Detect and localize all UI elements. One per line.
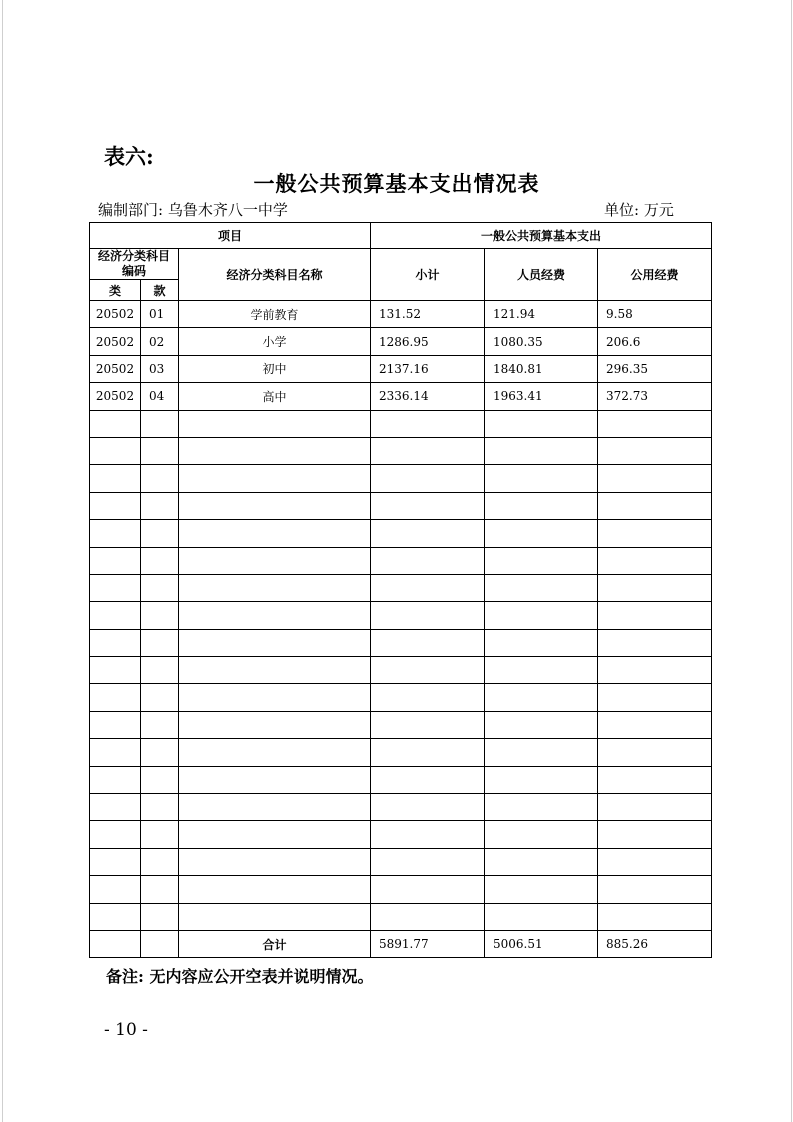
empty-cell (598, 766, 712, 793)
empty-cell (90, 739, 141, 766)
empty-cell (179, 629, 371, 656)
empty-cell (598, 821, 712, 848)
total-class-cell (90, 930, 141, 957)
empty-cell (141, 711, 179, 738)
empty-cell (90, 602, 141, 629)
row-subtotal-cell: 1286.95 (371, 328, 485, 355)
empty-cell (90, 848, 141, 875)
empty-cell (141, 657, 179, 684)
empty-row (90, 876, 712, 903)
empty-row (90, 574, 712, 601)
empty-cell (371, 657, 485, 684)
empty-row (90, 903, 712, 930)
empty-cell (598, 848, 712, 875)
empty-row (90, 794, 712, 821)
empty-cell (371, 629, 485, 656)
row-name-cell: 初中 (179, 355, 371, 382)
empty-cell (371, 876, 485, 903)
row-class-cell: 20502 (90, 301, 141, 328)
empty-cell (371, 794, 485, 821)
row-subtotal-cell: 2336.14 (371, 383, 485, 410)
empty-row (90, 547, 712, 574)
empty-row (90, 629, 712, 656)
total-subtotal: 5891.77 (371, 930, 485, 957)
empty-cell (179, 657, 371, 684)
empty-cell (485, 876, 598, 903)
empty-cell (371, 574, 485, 601)
empty-cell (371, 903, 485, 930)
empty-row (90, 410, 712, 437)
empty-cell (179, 739, 371, 766)
empty-cell (485, 465, 598, 492)
empty-cell (485, 821, 598, 848)
empty-cell (598, 547, 712, 574)
empty-cell (179, 794, 371, 821)
empty-cell (598, 437, 712, 464)
empty-cell (90, 547, 141, 574)
empty-cell (485, 657, 598, 684)
empty-cell (179, 903, 371, 930)
empty-cell (371, 520, 485, 547)
empty-cell (485, 766, 598, 793)
empty-cell (179, 711, 371, 738)
empty-row (90, 848, 712, 875)
total-row (90, 930, 712, 957)
empty-cell (598, 794, 712, 821)
empty-cell (90, 437, 141, 464)
table-label: 表六: (104, 144, 154, 169)
header-row-1 (90, 223, 712, 249)
empty-cell (141, 437, 179, 464)
empty-cell (598, 465, 712, 492)
row-name-cell: 小学 (179, 328, 371, 355)
empty-cell (179, 520, 371, 547)
empty-cell (141, 739, 179, 766)
empty-cell (485, 410, 598, 437)
empty-cell (141, 766, 179, 793)
total-personnel: 5006.51 (485, 930, 598, 957)
empty-cell (179, 492, 371, 519)
total-item-cell (141, 930, 179, 957)
empty-row (90, 711, 712, 738)
empty-cell (485, 629, 598, 656)
empty-cell (90, 684, 141, 711)
empty-cell (90, 657, 141, 684)
empty-cell (141, 602, 179, 629)
empty-cell (371, 821, 485, 848)
empty-row (90, 492, 712, 519)
empty-cell (179, 876, 371, 903)
empty-cell (179, 602, 371, 629)
header-class: 类 (90, 280, 141, 301)
empty-cell (598, 684, 712, 711)
table-row (90, 355, 712, 382)
empty-cell (90, 766, 141, 793)
header-public: 公用经费 (598, 249, 712, 301)
header-budget-group: 一般公共预算基本支出 (371, 223, 712, 249)
empty-cell (141, 629, 179, 656)
empty-cell (90, 821, 141, 848)
empty-cell (90, 520, 141, 547)
empty-row (90, 437, 712, 464)
empty-cell (598, 739, 712, 766)
empty-cell (141, 821, 179, 848)
header-project: 项目 (90, 223, 371, 249)
empty-cell (485, 794, 598, 821)
empty-cell (485, 711, 598, 738)
table-row (90, 328, 712, 355)
row-name-cell: 学前教育 (179, 301, 371, 328)
empty-cell (90, 629, 141, 656)
empty-cell (141, 684, 179, 711)
empty-row (90, 520, 712, 547)
footnote: 备注: 无内容应公开空表并说明情况。 (106, 967, 374, 986)
empty-cell (485, 739, 598, 766)
empty-cell (141, 547, 179, 574)
empty-cell (141, 794, 179, 821)
empty-cell (371, 547, 485, 574)
total-public: 885.26 (598, 930, 712, 957)
empty-cell (485, 520, 598, 547)
empty-cell (485, 437, 598, 464)
empty-cell (371, 848, 485, 875)
empty-cell (371, 739, 485, 766)
empty-cell (485, 574, 598, 601)
empty-row (90, 684, 712, 711)
empty-row (90, 602, 712, 629)
empty-cell (598, 903, 712, 930)
empty-cell (179, 410, 371, 437)
empty-cell (371, 711, 485, 738)
empty-cell (485, 903, 598, 930)
row-name-cell: 高中 (179, 383, 371, 410)
row-public-cell: 9.58 (598, 301, 712, 328)
empty-cell (90, 794, 141, 821)
empty-cell (90, 410, 141, 437)
empty-cell (141, 848, 179, 875)
budget-table (89, 222, 712, 958)
empty-cell (90, 903, 141, 930)
page-title: 一般公共预算基本支出情况表 (253, 171, 540, 196)
row-public-cell: 206.6 (598, 328, 712, 355)
empty-cell (90, 574, 141, 601)
row-subtotal-cell: 131.52 (371, 301, 485, 328)
row-public-cell: 372.73 (598, 383, 712, 410)
empty-cell (141, 876, 179, 903)
row-personnel-cell: 1080.35 (485, 328, 598, 355)
empty-cell (179, 547, 371, 574)
empty-cell (141, 492, 179, 519)
empty-cell (371, 766, 485, 793)
empty-row (90, 766, 712, 793)
unit-label: 单位: 万元 (604, 201, 674, 219)
header-item: 款 (141, 280, 179, 301)
empty-cell (485, 684, 598, 711)
row-item-cell: 02 (141, 328, 179, 355)
empty-cell (179, 574, 371, 601)
empty-cell (179, 684, 371, 711)
row-subtotal-cell: 2137.16 (371, 355, 485, 382)
empty-row (90, 465, 712, 492)
empty-cell (598, 574, 712, 601)
empty-cell (179, 766, 371, 793)
row-item-cell: 04 (141, 383, 179, 410)
row-class-cell: 20502 (90, 355, 141, 382)
empty-cell (179, 437, 371, 464)
empty-cell (179, 821, 371, 848)
header-name: 经济分类科目名称 (179, 249, 371, 301)
empty-cell (371, 492, 485, 519)
empty-cell (141, 574, 179, 601)
empty-cell (598, 629, 712, 656)
empty-cell (485, 602, 598, 629)
empty-cell (141, 520, 179, 547)
empty-cell (90, 711, 141, 738)
empty-cell (371, 465, 485, 492)
department-label: 编制部门: 乌鲁木齐八一中学 (98, 201, 288, 219)
empty-cell (371, 602, 485, 629)
empty-cell (90, 876, 141, 903)
header-row-2 (90, 249, 712, 280)
row-public-cell: 296.35 (598, 355, 712, 382)
empty-cell (90, 465, 141, 492)
table-row (90, 383, 712, 410)
empty-cell (598, 876, 712, 903)
empty-cell (485, 547, 598, 574)
empty-cell (371, 410, 485, 437)
header-code: 经济分类科目编码 (90, 249, 179, 280)
page-number: - 10 - (104, 1020, 148, 1040)
empty-cell (598, 520, 712, 547)
row-item-cell: 03 (141, 355, 179, 382)
empty-cell (598, 492, 712, 519)
empty-cell (90, 492, 141, 519)
empty-cell (141, 903, 179, 930)
row-class-cell: 20502 (90, 328, 141, 355)
empty-row (90, 821, 712, 848)
row-class-cell: 20502 (90, 383, 141, 410)
empty-row (90, 657, 712, 684)
header-personnel: 人员经费 (485, 249, 598, 301)
empty-cell (141, 465, 179, 492)
empty-cell (141, 410, 179, 437)
empty-row (90, 739, 712, 766)
table-row (90, 301, 712, 328)
row-personnel-cell: 1963.41 (485, 383, 598, 410)
empty-cell (598, 711, 712, 738)
empty-cell (179, 848, 371, 875)
row-item-cell: 01 (141, 301, 179, 328)
row-personnel-cell: 121.94 (485, 301, 598, 328)
empty-cell (179, 465, 371, 492)
header-subtotal: 小计 (371, 249, 485, 301)
empty-cell (485, 848, 598, 875)
empty-cell (371, 684, 485, 711)
empty-cell (598, 657, 712, 684)
total-label: 合计 (179, 930, 371, 957)
empty-cell (598, 410, 712, 437)
empty-cell (371, 437, 485, 464)
empty-cell (485, 492, 598, 519)
empty-cell (598, 602, 712, 629)
row-personnel-cell: 1840.81 (485, 355, 598, 382)
